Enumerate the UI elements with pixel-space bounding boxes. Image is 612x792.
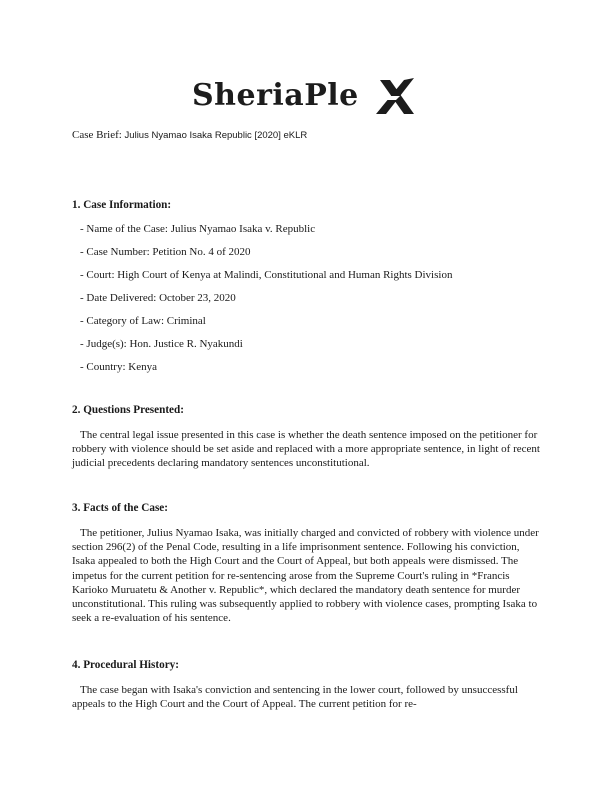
case-brief-title: Julius Nyamao Isaka Republic [2020] eKLR bbox=[124, 130, 308, 141]
section-paragraph: The case began with Isaka's conviction and sentencing in the lower court, followed by unsuccessful appeals to the High Court and the Court of Appeal. The current petition for re- bbox=[72, 684, 518, 711]
x-logo-mark-icon bbox=[374, 76, 418, 116]
case-brief-line bbox=[72, 129, 307, 141]
section-paragraph: The petitioner, Julius Nyamao Isaka, was initially charged and convicted of robbery with violence under section 296(2) of the Penal Code, resulting in a life imprisonment sentence. Following his conviction, Isaka appealed to both the High Court and the Court of Appeal, but both appeals were dismissed. The impetus for the current petition for re-sentencing arose from the Supreme Court's ruling in *Francis Karioko Muruatetu & Another v. Republic*, which declared the mandatory death sentence for murder unconstitutional. This ruling was subsequently applied to robbery with violence cases, prompting Isaka to seek a re-evaluation of his sentence. bbox=[72, 527, 539, 625]
section-heading: 3. Facts of the Case: bbox=[72, 502, 169, 514]
case-information-section bbox=[72, 198, 542, 383]
list-item: - Court: High Court of Kenya at Malindi, Constitutional and Human Rights Division bbox=[80, 269, 453, 281]
case-info-list bbox=[72, 222, 542, 383]
list-item: - Judge(s): Hon. Justice R. Nyakundi bbox=[80, 338, 243, 350]
sheriaplex-logo bbox=[192, 74, 422, 120]
list-item: - Case Number: Petition No. 4 of 2020 bbox=[80, 246, 251, 258]
facts-section bbox=[72, 501, 542, 625]
list-item: - Country: Kenya bbox=[80, 361, 157, 373]
procedural-history-section bbox=[72, 658, 542, 711]
list-item: - Name of the Case: Julius Nyamao Isaka v. Republic bbox=[80, 223, 316, 235]
section-heading: 1. Case Information: bbox=[72, 199, 172, 211]
section-heading: 2. Questions Presented: bbox=[72, 404, 184, 416]
section-heading: 4. Procedural History: bbox=[72, 659, 179, 671]
logo-text: SheriaPle bbox=[192, 78, 359, 113]
case-brief-prefix: Case Brief: bbox=[72, 129, 125, 141]
section-paragraph: The central legal issue presented in this case is whether the death sentence imposed on the petitioner for robbery with violence should be set aside and replaced with a more appropriate sentence, in light of recent judicial precedents declaring mandatory sentences unconstitutional. bbox=[72, 429, 540, 470]
questions-presented-section bbox=[72, 403, 542, 471]
list-item: - Date Delivered: October 23, 2020 bbox=[80, 292, 236, 304]
list-item: - Category of Law: Criminal bbox=[80, 315, 206, 327]
